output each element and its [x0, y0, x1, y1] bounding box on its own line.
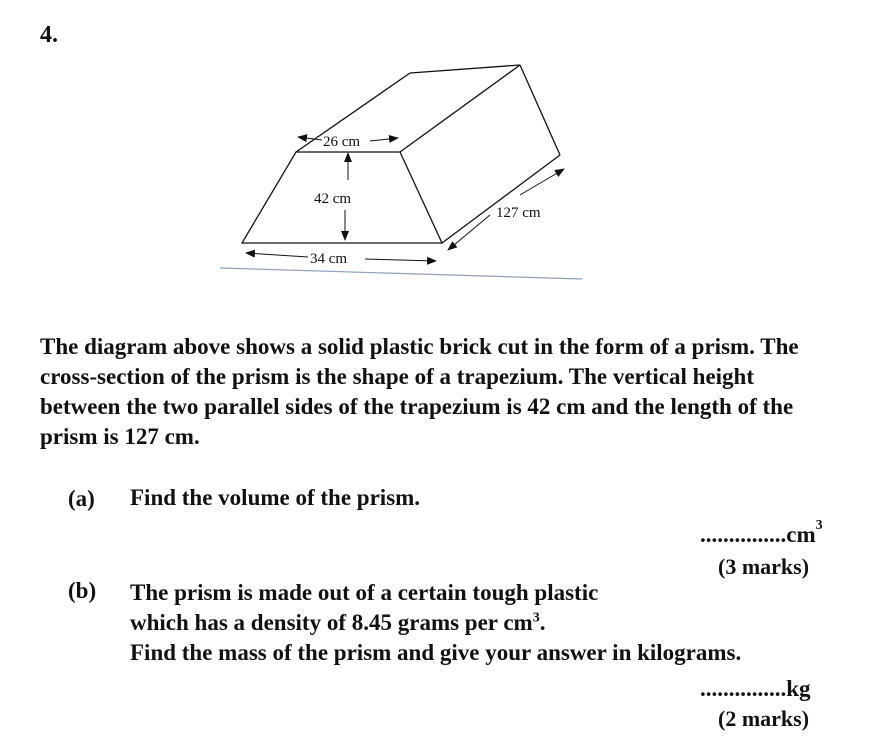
part-b-line-1: The prism is made out of a certain tough plastic — [130, 580, 599, 605]
part-a-answer-line — [700, 518, 823, 548]
prism-diagram — [210, 55, 590, 290]
part-a-answer-unit-sup: 3 — [815, 518, 823, 534]
part-b-line-3: Find the mass of the prism and give your answer in kilograms. — [130, 640, 742, 665]
part-b-text — [130, 578, 870, 668]
part-b-answer-unit: kg — [786, 676, 811, 701]
question-number: 4. — [40, 22, 58, 48]
prism-svg — [210, 55, 590, 290]
height-label: 42 cm — [314, 191, 352, 207]
part-b-line-2-end: . — [539, 610, 546, 635]
part-a-text: Find the volume of the prism. — [130, 485, 421, 510]
part-b-line-2 — [130, 608, 870, 638]
bottom-edge — [442, 155, 560, 243]
part-b-line-2-sup: 3 — [532, 610, 540, 626]
part-a-answer-unit: cm — [786, 522, 816, 547]
part-b-answer-line — [700, 676, 811, 702]
bottom-width-label: 34 cm — [310, 251, 348, 267]
part-a-label: (a) — [68, 486, 95, 511]
part-a-marks: (3 marks) — [718, 554, 810, 579]
back-right-edge — [520, 65, 560, 155]
top-width-label: 26 cm — [323, 134, 361, 150]
part-b-line-2-text: which has a density of 8.45 grams per cm — [130, 610, 533, 635]
length-label: 127 cm — [496, 205, 541, 221]
baseline — [220, 268, 582, 279]
part-b-label: (b) — [68, 578, 97, 603]
part-b-marks: (2 marks) — [718, 706, 810, 731]
top-front-edge — [400, 65, 520, 152]
intro-text: The diagram above shows a solid plastic brick cut in the form of a prism. The cross-section of the prism is the shape of a trapezium. The vertical height between the two parallel sides of the trapezium is 42 cm and the length of the prism is 127 cm. — [40, 334, 799, 449]
back-top-edge — [410, 65, 520, 73]
part-b-answer-dots: ............... — [700, 676, 787, 701]
part-a-answer-dots: ............... — [700, 522, 787, 547]
